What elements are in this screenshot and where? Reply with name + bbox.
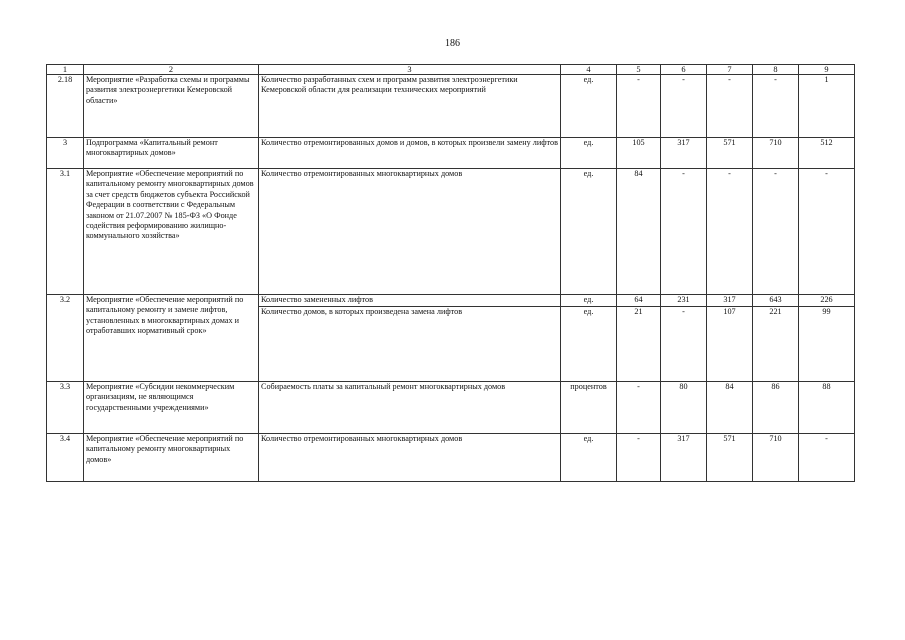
table-row <box>47 295 855 307</box>
value-cell: 64 <box>617 295 661 307</box>
value-cell: - <box>617 382 661 434</box>
value-cell: - <box>661 307 707 382</box>
header-cell: 3 <box>259 65 561 75</box>
page-number: 186 <box>445 38 460 49</box>
event-cell: Мероприятие «Обеспечение мероприятий по капитальному ремонту многоквартирных домов» <box>84 434 259 482</box>
event-cell: Мероприятие «Обеспечение мероприятий по капитальному ремонту и замене лифтов, установленных в многоквартирных домах и отработавших нормативный срок» <box>84 295 259 382</box>
value-cell: - <box>617 434 661 482</box>
value-cell: 105 <box>617 138 661 169</box>
value-cell: 84 <box>617 169 661 295</box>
value-cell: 226 <box>799 295 855 307</box>
row-number: 3.2 <box>47 295 84 382</box>
event-cell: Мероприятие «Субсидии некоммерческим организациям, не являющимся государственными учреждениями» <box>84 382 259 434</box>
value-cell: 21 <box>617 307 661 382</box>
value-cell: 317 <box>707 295 753 307</box>
indicator-name: Количество замененных лифтов <box>259 295 561 307</box>
value-cell: 710 <box>753 434 799 482</box>
unit-cell: ед. <box>561 169 617 295</box>
event-cell: Мероприятие «Разработка схемы и программы развития электроэнергетики Кемеровской области» <box>84 75 259 138</box>
unit-cell: процентов <box>561 382 617 434</box>
value-cell: 86 <box>753 382 799 434</box>
indicator-name: Количество домов, в которых произведена замена лифтов <box>259 307 561 382</box>
value-cell: - <box>707 169 753 295</box>
value-cell: 84 <box>707 382 753 434</box>
value-cell: 80 <box>661 382 707 434</box>
value-cell: - <box>799 434 855 482</box>
unit-cell: ед. <box>561 307 617 382</box>
unit-cell: ед. <box>561 75 617 138</box>
header-cell: 7 <box>707 65 753 75</box>
value-cell: 317 <box>661 138 707 169</box>
value-cell: - <box>661 169 707 295</box>
indicator-name: Количество разработанных схем и программ развития электроэнергетики Кемеровской области для реализации технических мероприятий <box>259 75 561 138</box>
header-cell: 5 <box>617 65 661 75</box>
value-cell: - <box>617 75 661 138</box>
header-cell: 4 <box>561 65 617 75</box>
unit-cell: ед. <box>561 138 617 169</box>
value-cell: 1 <box>799 75 855 138</box>
unit-cell: ед. <box>561 434 617 482</box>
row-number: 3 <box>47 138 84 169</box>
value-cell: - <box>661 75 707 138</box>
row-number: 2.18 <box>47 75 84 138</box>
value-cell: 107 <box>707 307 753 382</box>
value-cell: 317 <box>661 434 707 482</box>
indicator-name: Собираемость платы за капитальный ремонт многоквартирных домов <box>259 382 561 434</box>
event-cell: Подпрограмма «Капитальный ремонт многоквартирных домов» <box>84 138 259 169</box>
value-cell: - <box>753 75 799 138</box>
row-number: 3.1 <box>47 169 84 295</box>
table-row <box>47 169 855 295</box>
header-cell: 2 <box>84 65 259 75</box>
header-cell: 9 <box>799 65 855 75</box>
event-cell: Мероприятие «Обеспечение мероприятий по капитальному ремонту многоквартирных домов за счет средств бюджетов субъекта Российской Федерации в соответствии с Федеральным законом от 21.07.2007 № 185-ФЗ «О Фонде содействия реформированию жилищно-коммунального хозяйства» <box>84 169 259 295</box>
header-cell: 8 <box>753 65 799 75</box>
value-cell: 710 <box>753 138 799 169</box>
unit-cell: ед. <box>561 295 617 307</box>
table-row <box>47 382 855 434</box>
table-row <box>47 75 855 138</box>
indicators-table <box>46 64 855 482</box>
value-cell: 571 <box>707 434 753 482</box>
header-cell: 6 <box>661 65 707 75</box>
row-number: 3.4 <box>47 434 84 482</box>
value-cell: 231 <box>661 295 707 307</box>
value-cell: 571 <box>707 138 753 169</box>
indicator-name: Количество отремонтированных домов и домов, в которых произвели замену лифтов <box>259 138 561 169</box>
value-cell: - <box>707 75 753 138</box>
row-number: 3.3 <box>47 382 84 434</box>
table-row <box>47 434 855 482</box>
value-cell: 88 <box>799 382 855 434</box>
value-cell: 512 <box>799 138 855 169</box>
indicator-name: Количество отремонтированных многоквартирных домов <box>259 434 561 482</box>
header-row <box>47 65 855 75</box>
value-cell: 643 <box>753 295 799 307</box>
value-cell: - <box>799 169 855 295</box>
table-row <box>47 138 855 169</box>
value-cell: - <box>753 169 799 295</box>
indicator-name: Количество отремонтированных многоквартирных домов <box>259 169 561 295</box>
value-cell: 99 <box>799 307 855 382</box>
value-cell: 221 <box>753 307 799 382</box>
header-cell: 1 <box>47 65 84 75</box>
